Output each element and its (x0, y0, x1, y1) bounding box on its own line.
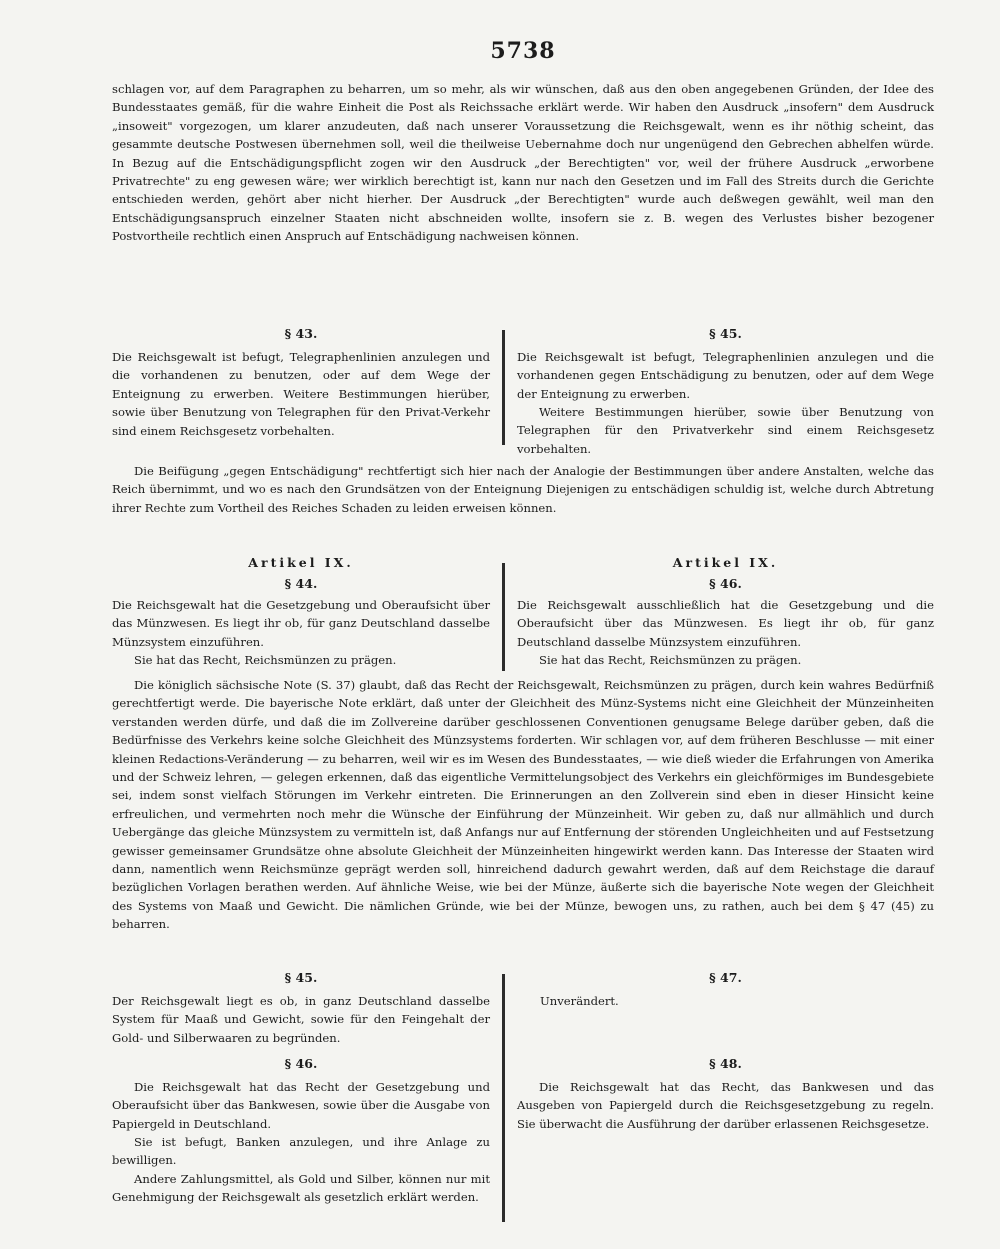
section-47-heading: § 47. (709, 970, 742, 985)
section-45-heading: § 45. (709, 326, 742, 341)
section-44-text-2: Sie hat das Recht, Reichsmünzen zu prägen. (134, 653, 397, 667)
section-46-text-1: Die Reichsgewalt ausschließlich hat die Gesetzgebung und die Oberaufsicht über das Münzwesen. Es liegt ihr ob, für ganz Deutschland dasselbe Münzsystem einzuführen. (517, 598, 934, 649)
section-46-heading: § 46. (709, 576, 742, 591)
section-46b-text-1: Die Reichsgewalt hat das Recht der Gesetzgebung und Oberaufsicht über das Bankwesen, sowie über die Ausgabe von Papiergeld in Deutschland. (112, 1080, 490, 1131)
section-46b-text-2: Sie ist befugt, Banken anzulegen, und ihre Anlage zu bewilligen. (112, 1135, 490, 1168)
entschaedigung-paragraph: Die Beifügung „gegen Entschädigung" rechtfertigt sich hier nach der Analogie der Bestimmungen über andere Anstalten, welche das Reich übernimmt, und wo es nach den Grundsätzen von der Enteignung Diejenigen zu entschädigen schuldig ist, welche durch Abtretung ihrer Rechte zum Vortheil des Reiches Schaden zu leiden erweisen können. (112, 464, 934, 515)
section-47-text: Unverändert. (540, 994, 619, 1008)
section-46-text-2: Sie hat das Recht, Reichsmünzen zu prägen. (539, 653, 802, 667)
article-9-right-title: Artikel IX. (672, 555, 779, 570)
section-44-heading: § 44. (284, 576, 318, 591)
intro-paragraph: schlagen vor, auf dem Paragraphen zu beharren, um so mehr, als wir wünschen, daß aus den oben angegebenen Gründen, der Idee des Bundesstaates gemäß, für die wahre Einheit die Post als Reichssache erklärt werde. Wir haben den Ausdruck „insofern" dem Ausdruck „insoweit" vorgezogen, um klarer anzudeuten, daß nach unserer Voraussetzung die Reichsgewalt, wenn es ihr nöthig scheint, das gesammte deutsche Postwesen übernehmen soll, weil die theilweise Uebernahme doch nur ungenügend den Gebrechen abhelfen würde. In Bezug auf die Entschädigungspflicht zogen wir den Ausdruck „der Berechtigten" vor, weil der frühere Ausdruck „erworbene Privatrechte" zu eng gewesen wäre; wer wirklich berechtigt ist, kann nur nach den Gesetzen und im Fall des Streits durch die Gerichte entschieden werden, gehört aber nicht hierher. Der Ausdruck „der Berechtigten" wurde auch deßwegen gewählt, weil man den Entschädigungsanspruch einzelner Staaten nicht abschneiden wollte, insofern sie z. B. wegen des Verlustes bisher bezogener Postvortheile rechtlich einen Anspruch auf Entschädigung nachweisen können. (112, 82, 934, 244)
muenze-paragraph: Die königlich sächsische Note (S. 37) glaubt, daß das Recht der Reichsgewalt, Reichsmünzen zu prägen, durch kein wahres Bedürfniß gerechtfertigt werde. Die bayerische Note erklärt, daß unter der Gleichheit des Münz-Systems nicht eine Gleichheit der Münzeinheiten verstanden werden dürfe, und daß die im Zollvereine darüber geschlossenen Conventionen genugsame Belege darüber geben, daß die Bedürfnisse des Verkehrs keine solche Gleichheit des Münzsystems forderten. Wir schlagen vor, auf dem früheren Beschlusse — mit einer kleinen Redactions-Veränderung — zu beharren, weil wir es im Wesen des Bundesstaates, — wie dieß wieder die Erfahrungen von Amerika und der Schweiz lehren, — gelegen erkennen, daß das eigentliche Vermittelungsobject des Verkehrs ein gleichförmiges im Bundesgebiete sei, indem sonst vielfach Störungen im Verkehr eintreten. Die Erinnerungen an den Zollverein sind eben in dieser Hinsicht keine erfreulichen, und vermehrten noch mehr die Wünsche der Einführung der Münzeinheit. Wir geben zu, daß nur allmählich und durch Uebergänge das gleiche Münzsystem zu vermitteln ist, daß Anfangs nur auf Entfernung der störenden Ungleichheiten und auf Festsetzung gewisser gemeinsamer Grundsätze ohne absolute Gleichheit der Münzeinheiten hingewirkt werden kann. Das Interesse der Staaten wird dann, namentlich wenn Reichsmünze geprägt werden soll, hinreichend dadurch gewahrt werden, daß auf dem Reichstage die darauf bezüglichen Vorlagen berathen werden. Auf ähnliche Weise, wie bei der Münze, äußerte sich die bayerische Note wegen der Gleichheit des Systems von Maaß und Gewicht. Die nämlichen Gründe, wie bei der Münze, bewogen uns, zu rathen, auch bei dem § 47 (45) zu beharren. (112, 678, 934, 932)
section-43-heading: § 43. (284, 326, 318, 341)
section-48-heading: § 48. (709, 1056, 742, 1071)
section-48-text: Die Reichsgewalt hat das Recht, das Bankwesen und das Ausgeben von Papiergeld durch die Reichsgesetzgebung zu regeln. Sie überwacht die Ausführung der darüber erlassenen Reichsgesetze. (517, 1080, 934, 1131)
column-divider (502, 563, 505, 671)
section-43-text: Die Reichsgewalt ist befugt, Telegraphenlinien anzulegen und die vorhandenen zu benutzen, oder auf dem Wege der Enteignung zu erwerben. Weitere Bestimmungen hierüber, sowie über Benutzung von Telegraphen für den Privat-Verkehr sind einem Reichsgesetz vorbehalten. (112, 350, 490, 438)
page-number: 5738 (490, 38, 556, 64)
column-divider (502, 974, 505, 1222)
printed-sheet (112, 30, 934, 1220)
section-45-text-2: Weitere Bestimmungen hierüber, sowie über Benutzung von Telegraphen für den Privatverkehr sind einem Reichsgesetz vorbehalten. (517, 405, 934, 456)
article-9-left-title: Artikel IX. (248, 555, 354, 570)
section-44-text-1: Die Reichsgewalt hat die Gesetzgebung und Oberaufsicht über das Münzwesen. Es liegt ihr ob, für ganz Deutschland dasselbe Münzsystem einzuführen. (112, 598, 490, 649)
section-45-text-1: Die Reichsgewalt ist befugt, Telegraphenlinien anzulegen und die vorhandenen gegen Entschädigung zu benutzen, oder auf dem Wege der Enteignung zu erwerben. (517, 350, 934, 401)
column-divider (502, 330, 505, 445)
section-45b-heading: § 45. (284, 970, 318, 985)
section-46b-heading: § 46. (284, 1056, 318, 1071)
section-46b-text-3: Andere Zahlungsmittel, als Gold und Silber, können nur mit Genehmigung der Reichsgewalt als gesetzlich erklärt werden. (112, 1172, 490, 1205)
section-45b-text: Der Reichsgewalt liegt es ob, in ganz Deutschland dasselbe System für Maaß und Gewicht, sowie für den Feingehalt der Gold- und Silberwaaren zu begründen. (112, 994, 490, 1045)
